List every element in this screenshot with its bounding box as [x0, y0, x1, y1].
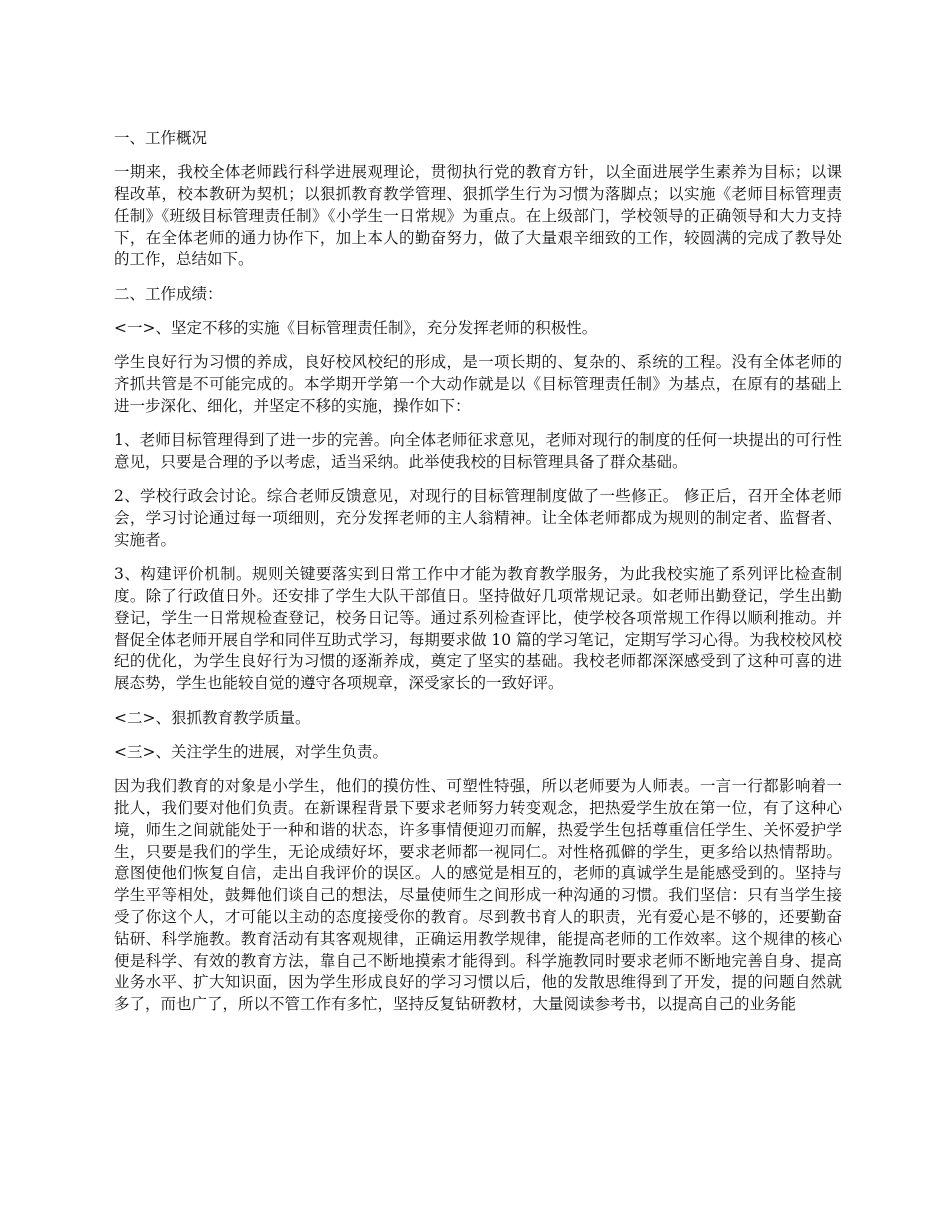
subsection-heading-3: <三>、关注学生的进展，对学生负责。: [114, 742, 388, 761]
document-page: [114, 128, 842, 1028]
section-heading-achievements: 二、工作成绩：: [114, 284, 223, 303]
body-paragraph: 学生良好行为习惯的养成，良好校风校纪的形成，是一项长期的、复杂的、系统的工程。没有全体老师的齐抓共管是不可能完成的。本学期开学第一个大动作就是以《目标管理责任制》为基点，在原有的基础上进一步深化、细化，并坚定不移的实施，操作如下：: [114, 353, 842, 415]
section-heading-overview: 一、工作概况: [114, 129, 208, 147]
numbered-item-3: 3、构建评价机制。规则关键要落实到日常工作中才能为教育教学服务，为此我校实施了系列评比检查制度。除了行政值日外。还安排了学生大队干部值日。坚持做好几项常规记录。如老师出勤登记，学生出勤登记，学生一日常规检查登记，校务日记等。通过系列检查评比，使学校各项常规工作得以顺利推动。并督促全体老师开展自学和同伴互助式学习，每期要求做 10 篇的学习笔记，定期写学习心得。为我校校风校纪的优化，为学生良好行为习惯的逐渐养成，奠定了坚实的基础。我校老师都深深感受到了这种可喜的进展态势，学生也能较自觉的遵守各项规章，深受家长的一致好评。: [114, 565, 842, 693]
overview-paragraph: 一期来，我校全体老师践行科学进展观理论，贯彻执行党的教育方针，以全面进展学生素养为目标；以课程改革，校本教研为契机；以狠抓教育教学管理、狠抓学生行为习惯为落脚点；以实施《老师目标管理责任制》《班级目标管理责任制》《小学生一日常规》为重点。在上级部门，学校领导的正确领导和大力支持下，在全体老师的通力协作下，加上本人的勤奋努力，做了大量艰辛细致的工作，较圆满的完成了教导处的工作，总结如下。: [114, 163, 842, 269]
numbered-item-1: 1、老师目标管理得到了进一步的完善。向全体老师征求意见，老师对现行的制度的任何一块提出的可行性意见，只要是合理的予以考虑，适当采纳。此举使我校的目标管理具备了群众基础。: [114, 431, 842, 472]
subsection-heading-1: <一>、坚定不移的实施《目标管理责任制》，充分发挥老师的积极性。: [114, 319, 598, 338]
numbered-item-2: 2、学校行政会讨论。综合老师反馈意见，对现行的目标管理制度做了一些修正。 修正后，召开全体老师会，学习讨论通过每一项细则，充分发挥老师的主人翁精神。让全体老师都成为规则的制定者、监督者、实施者。: [114, 487, 842, 549]
body-paragraph: 因为我们教育的对象是小学生，他们的摸仿性、可塑性特强，所以老师要为人师表。一言一行都影响着一批人，我们要对他们负责。在新课程背景下要求老师努力转变观念，把热爱学生放在第一位，有了这种心境，师生之间就能处于一种和谐的状态，许多事情便迎刃而解，热爱学生包括尊重信任学生、关怀爱护学生，只要是我们的学生，无论成绩好坏，要求老师都一视同仁。对性格孤僻的学生，更多给以热情帮助。意图使他们恢复自信，走出自我评价的误区。人的感觉是相互的，老师的真诚学生是能感受到的。坚持与学生平等相处，鼓舞他们谈自己的想法，尽量使师生之间形成一种沟通的习惯。我们坚信：只有当学生接受了你这个人，才可能以主动的态度接受你的教育。尽到教书育人的职责，光有爱心是不够的，还要勤奋钻研、科学施教。教育活动有其客观规律，正确运用教学规律，能提高老师的工作效率。这个规律的核心便是科学、有效的教育方法，靠自己不断地摸索才能得到。科学施教同时要求老师不断地完善自身、提高业务水平、扩大知识面，因为学生形成良好的学习习惯以后，他的发散思维得到了开发，提的问题自然就多了，而也广了，所以不管工作有多忙，坚持反复钻研教材，大量阅读参考书，以提高自己的业务能: [114, 777, 842, 1014]
subsection-heading-2: <二>、狠抓教育教学质量。: [114, 708, 311, 727]
